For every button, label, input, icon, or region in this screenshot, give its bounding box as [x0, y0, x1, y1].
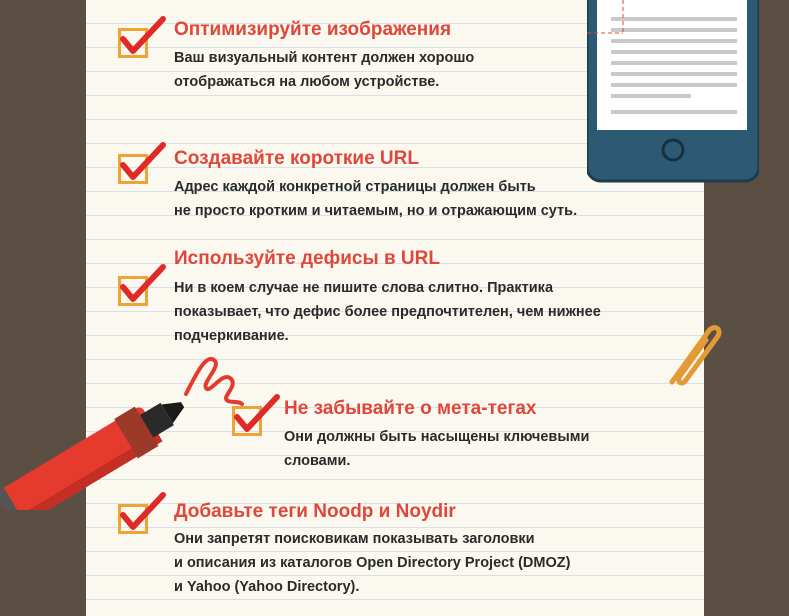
tip-line: Ваш визуальный контент должен хорошо [174, 50, 475, 66]
tip-line: Ни в коем случае не пишите слова слитно. Практика [174, 280, 554, 296]
tip-line: Они запретят поисковикам показывать заголовки [174, 531, 535, 547]
tip-text [174, 46, 474, 94]
tip-line: и Yahoo (Yahoo Directory). [174, 579, 360, 595]
red-checkmark-icon [123, 495, 163, 527]
smartphone-icon [587, 0, 759, 191]
checkbox-icon [232, 406, 262, 436]
tip-text [174, 175, 577, 223]
tip-text [174, 527, 570, 599]
tip-text [284, 425, 589, 473]
red-marker-icon [0, 350, 250, 515]
tip-line: Они должны быть насыщены ключевыми [284, 429, 590, 445]
checkbox-icon [118, 504, 148, 534]
tip-line: показывает, что дефис более предпочтителен, чем нижнее [174, 304, 601, 320]
red-checkmark-icon [123, 19, 163, 51]
tip-title: Используйте дефисы в URL [174, 248, 440, 269]
checkbox-icon [118, 28, 148, 58]
tip-title: Оптимизируйте изображения [174, 19, 452, 40]
tip-line: и описания из каталогов Open Directory Project (DMOZ) [174, 555, 571, 571]
red-checkmark-icon [237, 397, 277, 429]
checkbox-icon [118, 154, 148, 184]
tip-line: Адрес каждой конкретной страницы должен быть [174, 179, 536, 195]
checkbox-icon [118, 276, 148, 306]
red-checkmark-icon [123, 267, 163, 299]
tip-title: Не забывайте о мета-тегах [284, 398, 537, 419]
tip-line: подчеркивание. [174, 328, 289, 344]
tip-title: Добавьте теги Noodp и Noydir [174, 501, 456, 522]
tip-text [174, 276, 601, 348]
tip-line: отображаться на любом устройстве. [174, 74, 440, 90]
tip-title: Создавайте короткие URL [174, 148, 419, 169]
paperclip-icon [658, 316, 728, 401]
tip-line: не просто кротким и читаемым, но и отражающим суть. [174, 203, 578, 219]
red-checkmark-icon [123, 145, 163, 177]
tip-line: словами. [284, 453, 351, 469]
